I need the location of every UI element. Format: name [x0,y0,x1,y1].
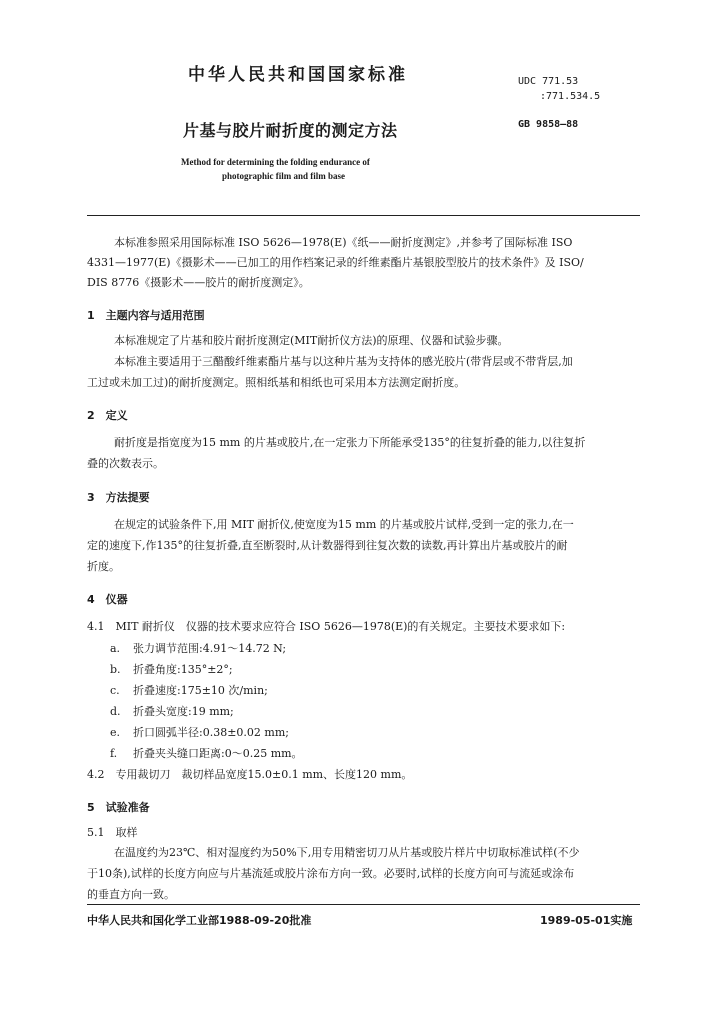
section-2-line2: 叠的次数表示。 [87,457,164,470]
item-4-2: 4.2 专用裁切刀 裁切样品宽度15.0±0.1 mm、长度120 mm。 [87,768,413,781]
section-1-para1: 本标准规定了片基和胶片耐折度测定(MIT耐折仪方法)的原理、仪器和试验步骤。 [114,334,509,347]
standard-name: 中华人民共和国国家标准 [188,65,408,85]
bottom-divider [87,904,640,905]
list-item: 折口圆弧半径:0.38±0.02 mm; [133,726,289,739]
intro-line2: 4331—1977(E)《摄影术——已加工的用作档案记录的纤维素酯片基银胶型胶片的技术条件》及 ISO/ [87,256,584,269]
section-5-line2: 于10条),试样的长度方向应与片基流延或胶片涂布方向一致。必要时,试样的长度方向可与流延或涂布 [87,867,575,880]
subsection-5-1: 5.1 取样 [87,826,138,839]
list-item-letter: e. [110,726,121,739]
section-3-line3: 折度。 [87,560,120,573]
section-5-line1: 在温度约为23℃、相对湿度约为50%下,用专用精密切刀从片基或胶片样片中切取标准试样(不少 [114,846,580,859]
section-2-line1: 耐折度是指宽度为15 mm 的片基或胶片,在一定张力下所能承受135°的往复折叠的能力,以往复折 [114,436,586,449]
section-2-heading: 2 定义 [87,409,128,422]
effective-date: 1989-05-01实施 [540,914,633,927]
list-item-letter: c. [110,684,120,697]
gb-number: GB 9858—88 [518,119,579,130]
section-3-heading: 3 方法提要 [87,491,150,504]
item-4-1: 4.1 MIT 耐折仪 仪器的技术要求应符合 ISO 5626—1978(E)的有关规定。主要技术要求如下: [87,620,566,633]
intro-line1: 本标准参照采用国际标准 ISO 5626—1978(E)《纸——耐折度测定》,并参考了国际标准 ISO [114,236,573,249]
section-3-line1: 在规定的试验条件下,用 MIT 耐折仪,使宽度为15 mm 的片基或胶片试样,受到一定的张力,在一 [114,518,574,531]
section-1-heading: 1 主题内容与适用范围 [87,309,205,322]
list-item-letter: b. [110,663,121,676]
list-item-letter: f. [110,747,118,760]
section-5-line3: 的垂直方向一致。 [87,888,175,901]
list-item: 折叠头宽度:19 mm; [133,705,234,718]
intro-line3: DIS 8776《摄影术——胶片的耐折度测定》。 [87,276,310,289]
section-3-line2: 定的速度下,作135°的往复折叠,直至断裂时,从计数器得到往复次数的读数,再计算出片基或胶片的耐 [87,539,568,552]
list-item: 折叠夹头缝口距离:0～0.25 mm。 [133,747,303,760]
udc-number: UDC 771.53 [518,76,579,87]
document-title: 片基与胶片耐折度的测定方法 [183,121,398,140]
udc-number-continued: :771.534.5 [540,91,601,102]
top-divider [87,215,640,216]
list-item-letter: d. [110,705,121,718]
section-1-para2-line1: 本标准主要适用于三醋酸纤维素酯片基与以这种片基为支持体的感光胶片(带背层或不带背层,加 [114,355,573,368]
section-4-heading: 4 仪器 [87,593,128,606]
section-1-para2-line2: 工过或未加工过)的耐折度测定。照相纸基和相纸也可采用本方法测定耐折度。 [87,376,466,389]
list-item-letter: a. [110,642,121,655]
list-item: 折叠速度:175±10 次/min; [133,684,268,697]
section-5-heading: 5 试验准备 [87,801,150,814]
list-item: 折叠角度:135°±2°; [133,663,233,676]
approval-date: 中华人民共和国化学工业部1988-09-20批准 [87,914,312,927]
list-item: 张力调节范围:4.91～14.72 N; [133,642,287,655]
english-title-line1: Method for determining the folding endurance of [181,157,370,167]
english-title-line2: photographic film and film base [222,171,346,181]
